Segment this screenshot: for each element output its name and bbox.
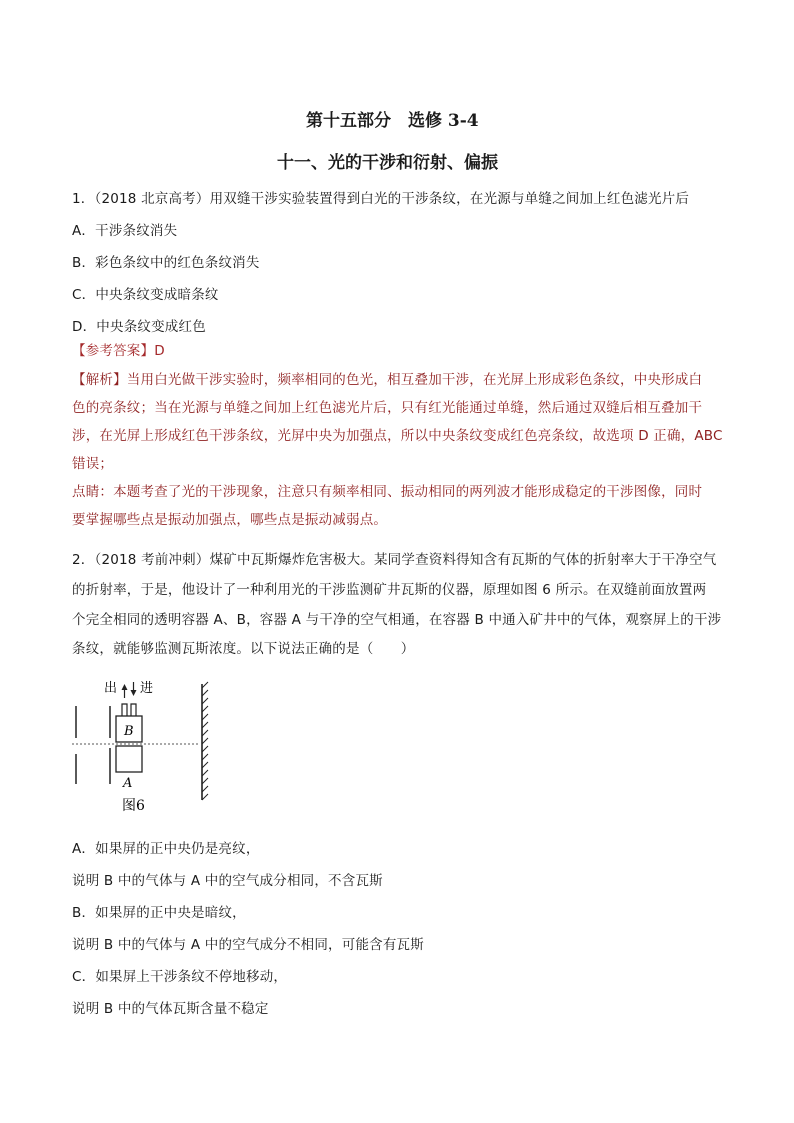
q1-option-a: A．干涉条纹消失: [72, 223, 178, 239]
screen-hatching: [202, 682, 208, 800]
q2-option-a: A．如果屏的正中央仍是亮纹，: [72, 841, 260, 857]
q2-stem-line: 条纹，就能够监测瓦斯浓度。以下说法正确的是（ ）: [72, 641, 415, 657]
out-arrow-head: [122, 684, 128, 690]
q2-option-b: B．如果屏的正中央是暗纹，: [72, 905, 246, 921]
figure-6-diagram: [70, 676, 220, 816]
part-title: 第十五部分 选修 3-4: [306, 111, 479, 131]
inlet-tube: [131, 704, 136, 716]
q1-option-c: C．中央条纹变成暗条纹: [72, 287, 219, 303]
q1-analysis-line: 错误；: [72, 456, 114, 472]
figure-label-a: A: [123, 776, 133, 791]
figure-label-b: B: [124, 724, 134, 739]
figure-in-label: 进: [140, 681, 154, 696]
q2-option-a-detail: 说明 B 中的气体与 A 中的空气成分相同，不含瓦斯: [72, 873, 383, 889]
figure-out-label: 出: [104, 681, 118, 696]
container-a: [116, 746, 142, 772]
q1-note-line: 点睛：本题考查了光的干涉现象，注意只有频率相同、振动相同的两列波才能形成稳定的干涉图像，同时: [72, 484, 703, 500]
q1-option-b: B．彩色条纹中的红色条纹消失: [72, 255, 260, 271]
q1-option-d: D．中央条纹变成红色: [72, 319, 206, 335]
q1-stem: 1．（2018 北京高考）用双缝干涉实验装置得到白光的干涉条纹，在光源与单缝之间加上红色滤光片后: [72, 191, 690, 207]
q2-stem-line: 个完全相同的透明容器 A、B，容器 A 与干净的空气相通，在容器 B 中通入矿井中的气体，观察屏上的干涉: [72, 612, 722, 628]
q2-option-b-detail: 说明 B 中的气体与 A 中的空气成分不相同，可能含有瓦斯: [72, 937, 424, 953]
q2-option-c: C．如果屏上干涉条纹不停地移动，: [72, 969, 288, 985]
q1-note-line: 要掌握哪些点是振动加强点，哪些点是振动减弱点。: [72, 512, 388, 528]
q2-stem-line: 的折射率，于是，他设计了一种利用光的干涉监测矿井瓦斯的仪器，原理如图 6 所示。在双缝前面放置两: [72, 582, 707, 598]
q1-analysis-line: 涉，在光屏上形成红色干涉条纹，光屏中央为加强点，所以中央条纹变成红色亮条纹，故选项 D 正确，ABC: [72, 428, 723, 444]
section-title: 十一、光的干涉和衍射、偏振: [277, 153, 498, 173]
outlet-tube: [122, 704, 127, 716]
q2-stem-line: 2．（2018 考前冲刺）煤矿中瓦斯爆炸危害极大。某同学查资料得知含有瓦斯的气体的折射率大于干净空气: [72, 552, 717, 568]
q2-option-c-detail: 说明 B 中的气体瓦斯含量不稳定: [72, 1001, 269, 1017]
q1-analysis-line: 色的亮条纹；当在光源与单缝之间加上红色滤光片后，只有红光能通过单缝，然后通过双缝后相互叠加干: [72, 400, 703, 416]
figure-caption: 图6: [122, 798, 145, 814]
q1-answer: 【参考答案】D: [72, 343, 165, 359]
in-arrow-head: [131, 690, 137, 696]
q1-analysis-line: 【解析】当用白光做干涉实验时，频率相同的色光，相互叠加干涉，在光屏上形成彩色条纹，中央形成白: [72, 372, 703, 388]
